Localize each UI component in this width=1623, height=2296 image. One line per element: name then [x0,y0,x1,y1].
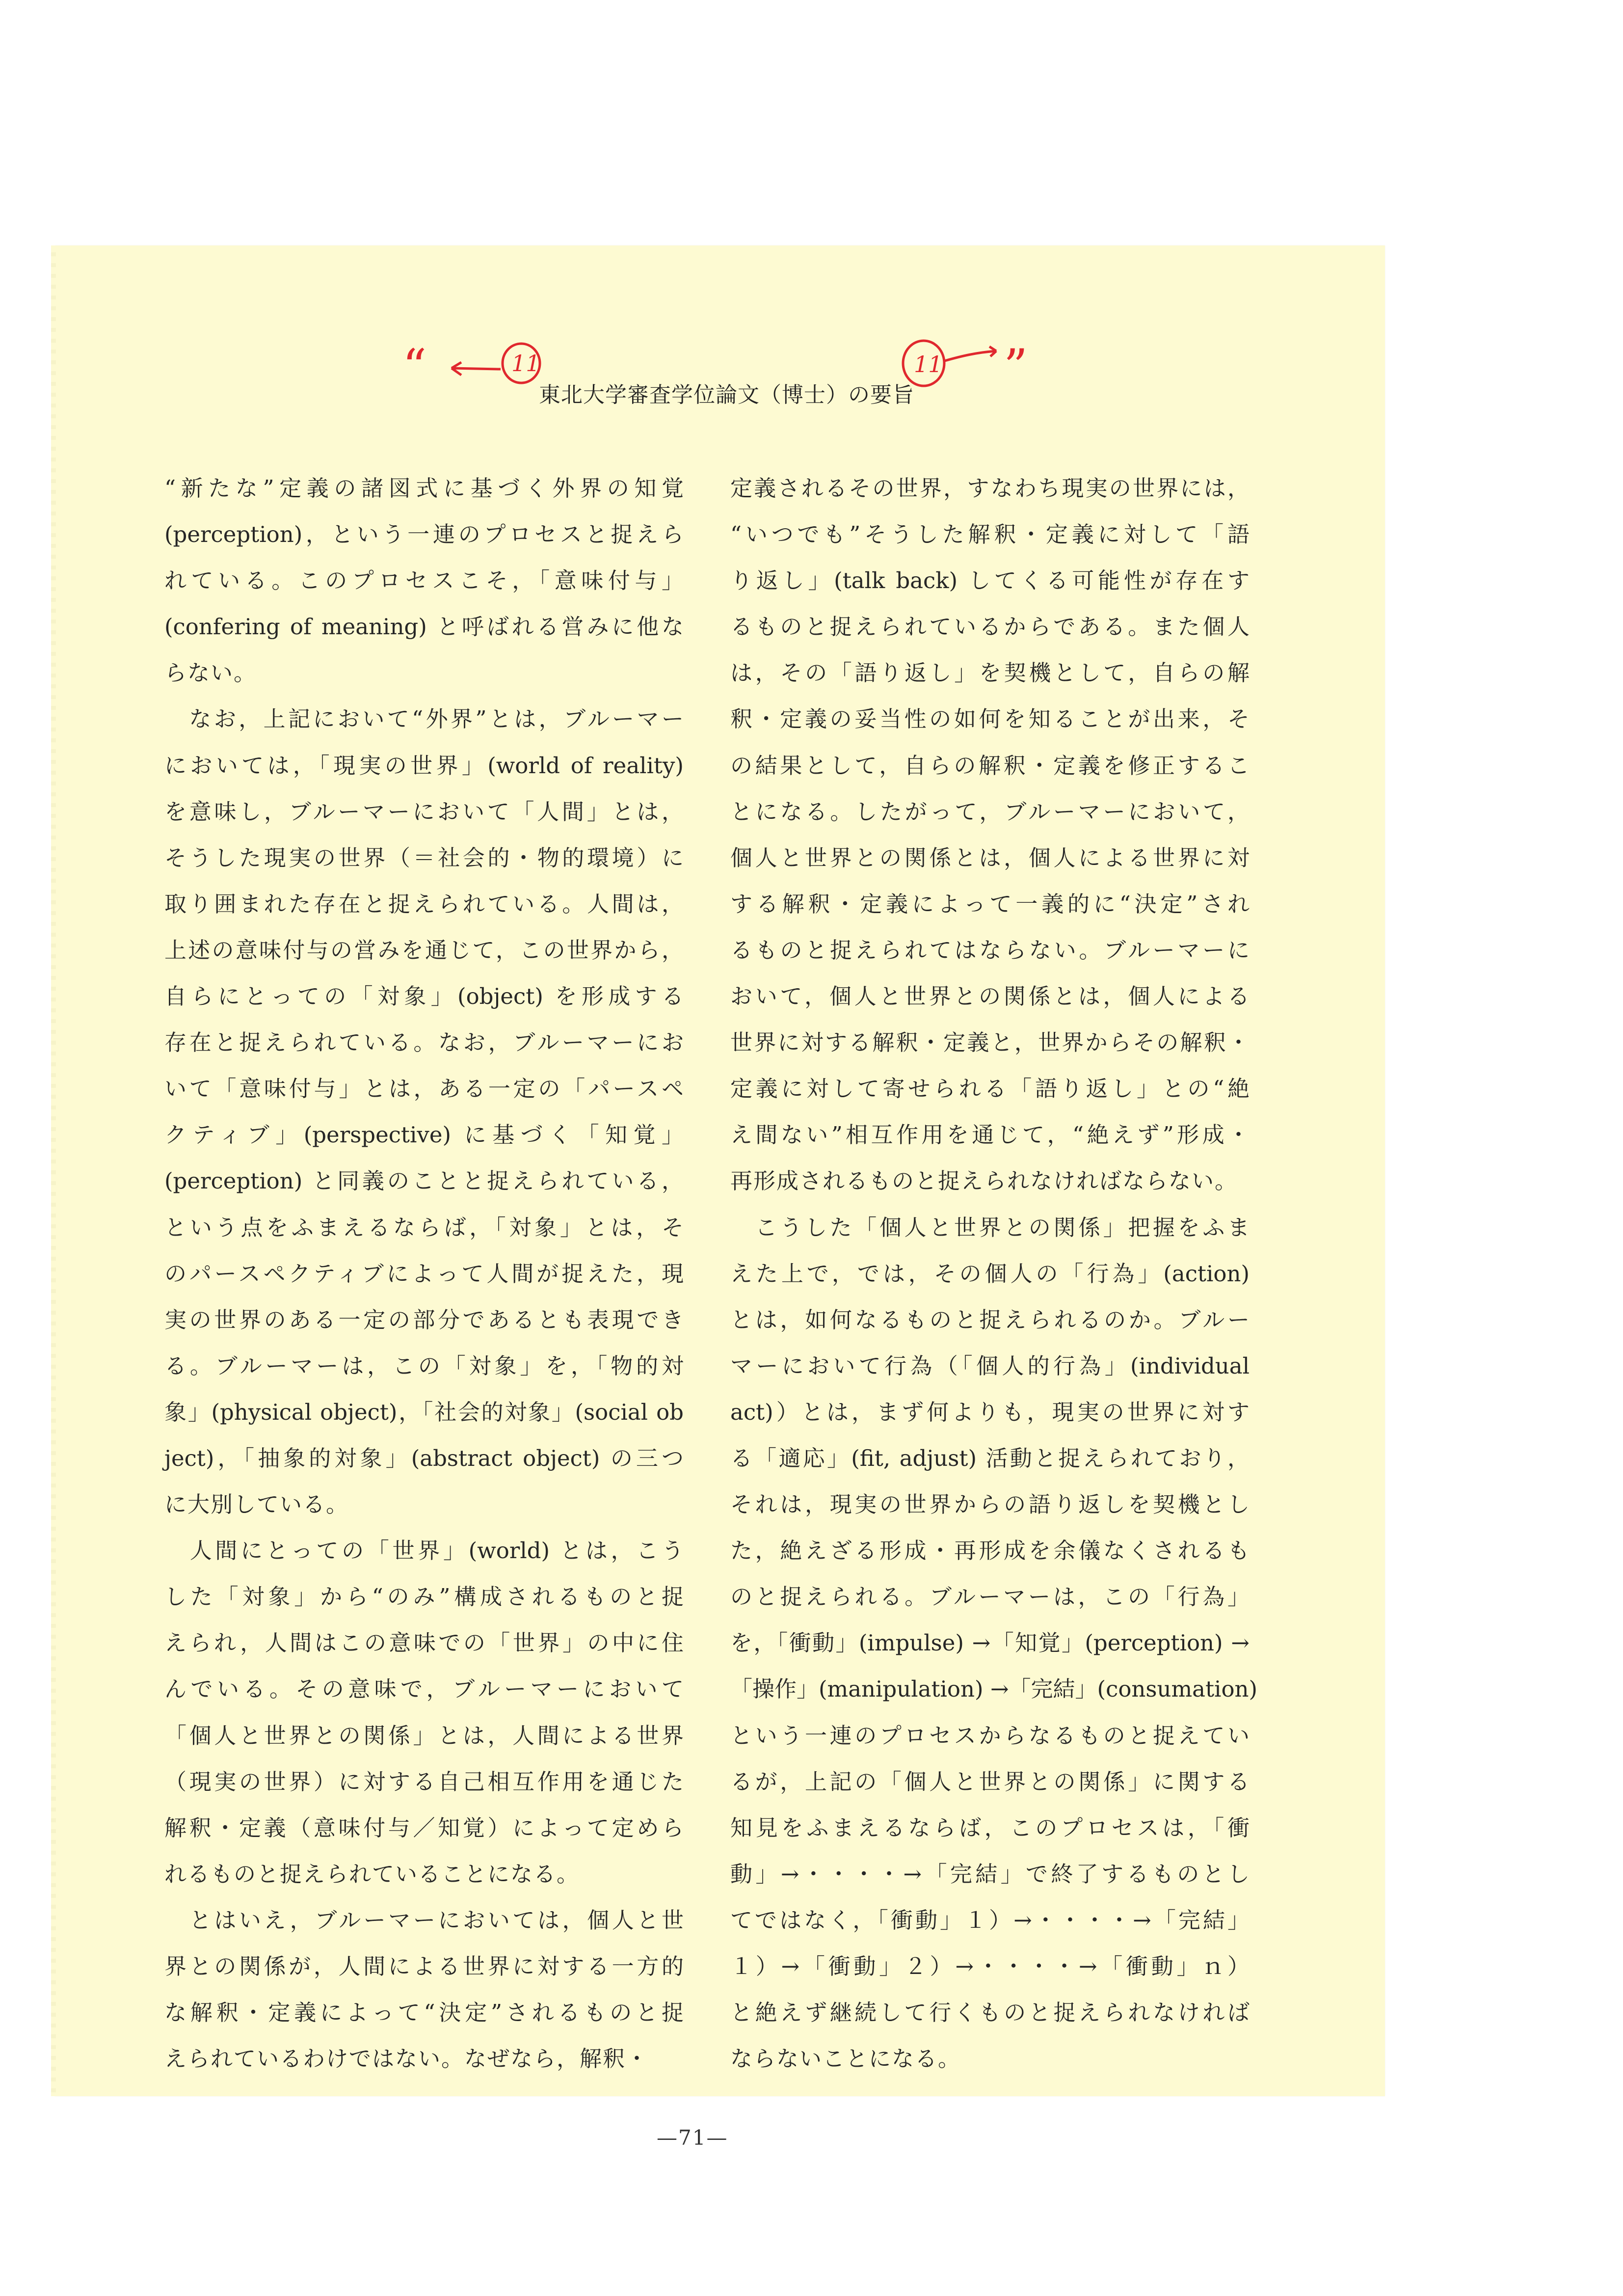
text-line: るものと捉えられてはならない。ブルーマーに [730,937,1250,963]
text-line: （現実の世界）に対する自己相互作用を通じた [164,1768,684,1795]
text-line: らない。 [164,660,257,686]
text-line: を，「衝動」(impulse) →「知覚」(perception) → [730,1630,1250,1656]
text-line: と絶えず継続して行くものと捉えられなければ [730,1999,1250,2026]
running-head: 東北大学審査学位論文（博士）の要旨 [539,382,914,407]
text-line: 定義に対して寄せられる「語り返し」との“絶 [730,1076,1250,1102]
text-line: した「対象」から“のみ”構成されるものと捉 [164,1584,684,1610]
left-column [164,465,684,2082]
text-line: を意味し，ブルーマーにおいて「人間」とは， [164,798,684,825]
text-line: なお，上記において“外界”とは，ブルーマー [164,706,684,732]
text-line: えられているわけではない。なぜなら，解釈・ [164,2046,649,2072]
text-line: えた上で，では，その個人の「行為」(action) [730,1260,1250,1287]
text-line: ならないことになる。 [730,2046,961,2072]
text-line: という一連のプロセスからなるものと捉えてい [730,1722,1250,1749]
text-line: １）→「衝動」２）→・・・・→「衝動」ｎ） [730,1953,1250,1979]
text-line: クティブ」(perspective) に基づく「知覚」 [164,1122,684,1148]
text-line: れるものと捉えられていることになる。 [164,1861,580,1887]
text-line: それは，現実の世界からの語り返しを契機とし [730,1491,1250,1518]
text-line: な解釈・定義によって“決定”されるものと捉 [164,1999,684,2026]
text-line: れている。このプロセスこそ，「意味付与」 [164,567,684,594]
text-line: 知見をふまえるならば，このプロセスは，「衝 [730,1814,1250,1841]
text-line: “新たな”定義の諸図式に基づく外界の知覚 [164,475,684,501]
arrow-right-icon [945,347,996,361]
text-line: act)）とは，まず何よりも，現実の世界に対す [730,1399,1250,1425]
text-line: そうした現実の世界（＝社会的・物的環境）に [164,844,684,871]
text-line: てではなく，「衝動」１）→・・・・→「完結」 [730,1907,1250,1933]
text-line: に大別している。 [164,1491,349,1518]
text-line: のと捉えられる。ブルーマーは，この「行為」 [730,1584,1250,1610]
text-line: (perception)，という一連のプロセスと捉えら [164,521,684,548]
text-line: 上述の意味付与の営みを通じて，この世界から， [164,937,684,963]
text-line: いて「意味付与」とは，ある一定の「パースペ [164,1076,684,1102]
text-line: する解釈・定義によって一義的に“決定”され [730,891,1250,917]
text-line: るものと捉えられているからである。また個人 [730,614,1250,640]
text-line: マーにおいて行為（「個人的行為」(individual [730,1352,1250,1379]
annotation-mark-left: 11 [511,350,540,377]
right-column [730,465,1258,2082]
text-line: (perception) と同義のことと捉えられている， [164,1168,684,1194]
text-line: えられ，人間はこの意味での「世界」の中に住 [164,1630,684,1656]
text-line: 界との関係が，人間による世界に対する一方的 [164,1953,684,1979]
annotation-open-quote: “ [402,339,427,394]
text-line: とになる。したがって，ブルーマーにおいて， [730,798,1250,825]
text-line: ject)，「抽象的対象」(abstract object) の三つ [164,1445,684,1471]
text-line: (confering of meaning) と呼ばれる営みに他な [164,614,684,640]
text-line: る「適応」(fit, adjust) 活動と捉えられており， [730,1445,1250,1471]
text-line: り返し」(talk back) してくる可能性が存在す [730,567,1250,594]
page-number: —71— [657,2126,728,2150]
text-line: とは，如何なるものと捉えられるのか。ブルー [730,1306,1250,1333]
text-line: 釈・定義の妥当性の如何を知ることが出来，そ [730,706,1250,732]
text-line: においては，「現実の世界」(world of reality) [164,752,684,779]
text-line: 世界に対する解釈・定義と，世界からその解釈・ [730,1029,1250,1056]
text-line: 取り囲まれた存在と捉えられている。人間は， [164,891,684,917]
text-line: 存在と捉えられている。なお，ブルーマーにお [164,1029,684,1056]
text-line: とはいえ，ブルーマーにおいては，個人と世 [164,1907,684,1933]
text-line: 解釈・定義（意味付与／知覚）によって定めら [164,1814,684,1841]
text-line: こうした「個人と世界との関係」把握をふま [730,1214,1250,1241]
text-line: 人間にとっての「世界」(world) とは，こう [164,1538,684,1564]
text-line: おいて，個人と世界との関係とは，個人による [730,983,1250,1010]
arrow-left-icon [452,362,501,375]
text-line: んでいる。その意味で，ブルーマーにおいて [164,1676,684,1702]
text-line: 再形成されるものと捉えられなければならない。 [730,1168,1238,1194]
text-line: 実の世界のある一定の部分であるとも表現でき [164,1306,684,1333]
text-line: 象」(physical object)，「社会的対象」(social ob [164,1399,684,1425]
text-line: る。ブルーマーは，この「対象」を，「物的対 [164,1352,684,1379]
text-line: のパースペクティブによって人間が捉えた，現 [164,1260,684,1287]
text-line: “いつでも”そうした解釈・定義に対して「語 [730,521,1250,548]
text-line: た，絶えざる形成・再形成を余儀なくされるも [730,1538,1250,1564]
text-line: という点をふまえるならば，「対象」とは，そ [164,1214,684,1241]
text-line: え間ない”相互作用を通じて，“絶えず”形成・ [730,1122,1250,1148]
text-line: 「個人と世界との関係」とは，人間による世界 [164,1722,684,1749]
text-line: 動」→・・・・→「完結」で終了するものとし [730,1861,1250,1887]
text-line: の結果として，自らの解釈・定義を修正するこ [730,752,1250,779]
annotation-mark-right: 11 [914,351,943,378]
text-line: 「操作」(manipulation) →「完結」(consumation) [730,1676,1258,1702]
text-line: 自らにとっての「対象」(object) を形成する [164,983,684,1010]
text-line: 定義されるその世界，すなわち現実の世界には， [730,475,1250,501]
text-line: 個人と世界との関係とは，個人による世界に対 [730,844,1250,871]
annotation-close-quote: ” [1004,339,1028,394]
text-line: は，その「語り返し」を契機として，自らの解 [730,660,1250,686]
text-line: るが，上記の「個人と世界との関係」に関する [730,1768,1250,1795]
